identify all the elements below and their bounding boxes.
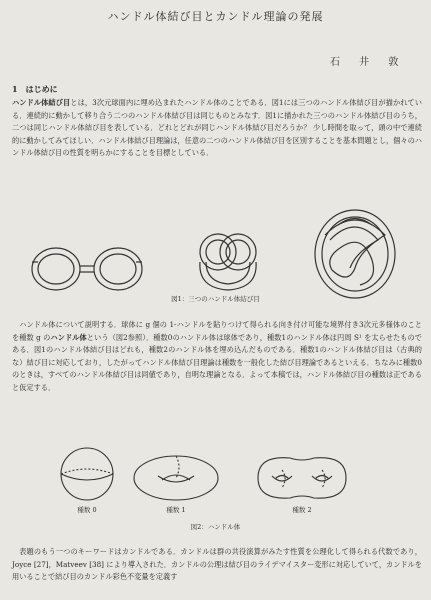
paragraph-quandle bbox=[12, 546, 422, 584]
paragraph-quandle-text: 表題のもう一つのキーワードはカンドルである．カンドルは群の共役演算がみたす性質を公理化して得られる代数であり，Joyce [27]，Matveev [38] により導入された．カンドルの公理は結び目のライデマイスター変形に対応していて，カンドルを用いることで結び目のカンドル彩色不変量を定義す bbox=[12, 547, 422, 582]
section-heading: 1 はじめに bbox=[12, 84, 58, 94]
author-name: 石 井 敦 bbox=[330, 57, 407, 68]
fig2-label-genus-0: 種数 0 bbox=[77, 506, 97, 514]
paragraph-handlebody-a: ハンドル体について説明する．球体に g 個の 1-ハンドルを貼りつけて得られる向き付け可能な境界付き3次元多様体のことを種数 g の bbox=[12, 320, 422, 342]
paragraph-intro-text: とは，3次元球面内に埋め込まれたハンドル体のことである．図1には三つのハンドル体結び目が描かれている．連続的に動かして移り合う二つのハンドル体結び目は同じものとみなす．図1に描かれた三つのハンドル体結び目のうち，二つは同じハンドル体結び目を表している．どれとどれが同じハンドル体結び目だろうか？ 少し時間を取って，頭の中で連続的に動かしてみてほしい．ハンドル体結び目理論は，任意の二つのハンドル体結び目を区別することを基本問題とし，個々のハンドル体結び目の性質を明らかにすることを目標としている． bbox=[12, 98, 422, 158]
paragraph-handlebody-b: という（図2参照）．種数0のハンドル体は球体であり，種数1のハンドル体は円周 S¹ を太らせたものである．図1のハンドル体結び目はどれも，種数2のハンドル体を埋め込んだものである．種数1のハンドル体結び目は（古典的な）結び目に対応しており，したがってハンドル体結び目理論は種数を一般化した結び目理論であるといえる．ちなみに種数0のときは，すべてのハンドル体結び目は同値であり，自明な理論となる．よって本稿では，ハンドル体結び目の種数は正であると仮定する． bbox=[12, 332, 422, 392]
fig2-label-genus-1: 種数 1 bbox=[166, 506, 186, 514]
term-handlebody: ハンドル体 bbox=[50, 332, 87, 342]
term-handlebody-knot: ハンドル体結び目 bbox=[12, 98, 71, 107]
fig2-label-genus-2: 種数 2 bbox=[292, 506, 312, 514]
paper-title: ハンドル体結び目とカンドル理論の発展 bbox=[107, 10, 324, 23]
figure-1-caption: 図1：三つのハンドル体結び目 bbox=[171, 295, 260, 303]
figure-2-caption: 図2：ハンドル体 bbox=[190, 523, 241, 531]
